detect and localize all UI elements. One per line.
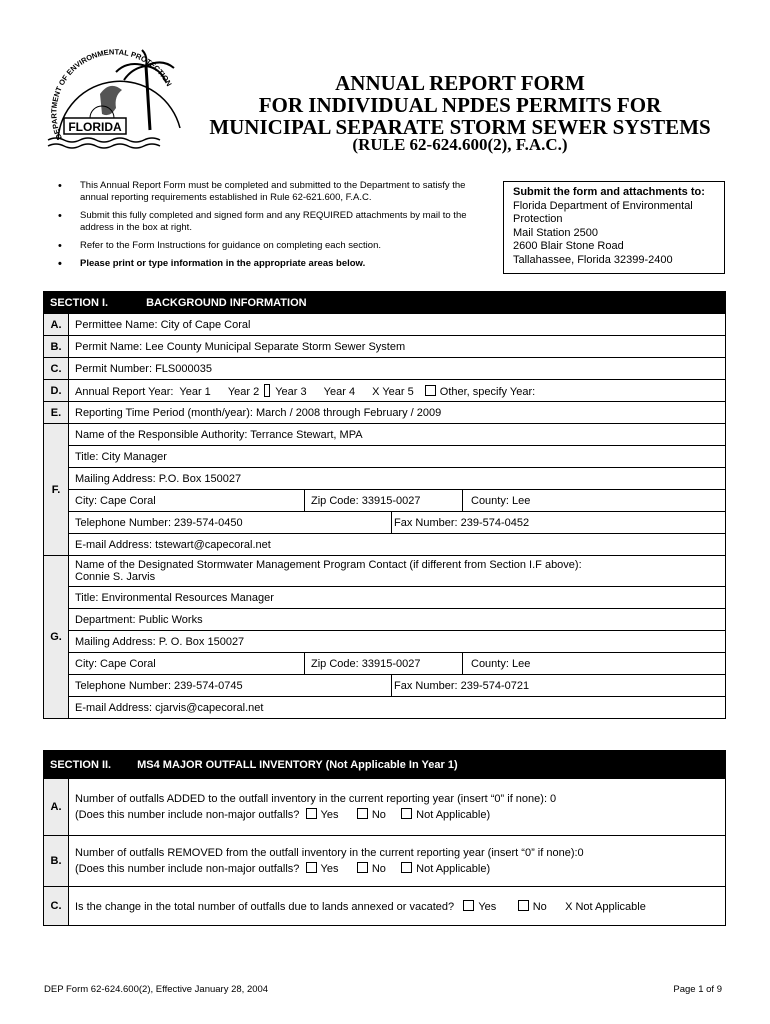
row-label-b: B.	[44, 336, 69, 358]
program-contact-department-field[interactable]: Department: Public Works	[69, 609, 726, 631]
outfalls-added-field[interactable]: Number of outfalls ADDED to the outfall inventory in the current reporting year (insert “0” if none): 0	[75, 793, 557, 805]
section-1-label: SECTION I.	[50, 296, 109, 309]
program-contact-name-field[interactable]	[69, 556, 726, 587]
annexed-vacated-question: Is the change in the total number of outfalls due to lands annexed or vacated?	[75, 900, 455, 913]
submit-line: Florida Department of Environmental	[513, 199, 693, 212]
submit-line: Mail Station 2500	[513, 226, 598, 239]
annexed-na-option[interactable]: X Not Applicable	[565, 900, 646, 913]
year-2-option[interactable]: Year 2	[227, 385, 260, 398]
removed-yes-checkbox[interactable]	[306, 862, 317, 873]
responsible-authority-name-field[interactable]: Name of the Responsible Authority: Terrance Stewart, MPA	[69, 424, 726, 446]
added-na-checkbox[interactable]	[401, 808, 412, 819]
submit-line: Protection	[513, 213, 563, 225]
program-contact-name-value: Connie S. Jarvis	[75, 571, 156, 583]
logo-florida-label: FLORIDA	[68, 120, 122, 134]
added-yes-label: Yes	[320, 809, 339, 821]
report-year-label: Annual Report Year:	[75, 385, 174, 398]
row-label-c: C.	[44, 358, 69, 380]
annexed-no-label: No	[532, 900, 547, 913]
permit-name-field[interactable]: Permit Name: Lee County Municipal Separate Storm Sewer System	[69, 336, 726, 358]
added-yes-checkbox[interactable]	[306, 808, 317, 819]
annexed-vacated-row	[69, 887, 726, 926]
responsible-authority-mailing-field[interactable]: Mailing Address: P.O. Box 150027	[69, 468, 726, 490]
removed-yes-label: Yes	[320, 863, 339, 875]
annexed-no-checkbox[interactable]	[518, 900, 529, 911]
program-contact-fax-field[interactable]: Fax Number: 239-574-0721	[394, 679, 530, 692]
footer-form-id: DEP Form 62-624.600(2), Effective January 28, 2004	[44, 984, 269, 995]
responsible-authority-zip-field[interactable]: Zip Code: 33915-0027	[305, 490, 463, 511]
section-1-table	[43, 291, 726, 719]
responsible-authority-city-row	[69, 490, 726, 512]
responsible-authority-fax-field[interactable]: Fax Number: 239-574-0452	[394, 516, 530, 529]
instruction-item: • Submit this fully completed and signed form and any REQUIRED attachments by mail to the address in the box at right.	[54, 210, 494, 234]
program-contact-phone-field[interactable]: Telephone Number: 239-574-0745	[69, 675, 392, 696]
removed-na-checkbox[interactable]	[401, 862, 412, 873]
form-title-line1: ANNUAL REPORT FORM	[335, 71, 585, 95]
row-label-e: E.	[44, 402, 69, 424]
added-na-label: Not Applicable)	[416, 809, 491, 821]
reporting-period-field[interactable]: Reporting Time Period (month/year): March / 2008 through February / 2009	[69, 402, 726, 424]
row-label-a: A.	[44, 314, 69, 336]
program-contact-phone-row	[69, 675, 726, 697]
row-label-g: G.	[44, 556, 69, 719]
other-year-checkbox[interactable]	[425, 385, 436, 396]
row-label-2b: B.	[44, 836, 69, 887]
responsible-authority-title-field[interactable]: Title: City Manager	[69, 446, 726, 468]
submit-heading: Submit the form and attachments to:	[513, 186, 705, 198]
annexed-yes-checkbox[interactable]	[463, 900, 474, 911]
added-no-label: No	[371, 809, 386, 821]
program-contact-city-row	[69, 653, 726, 675]
program-contact-zip-field[interactable]: Zip Code: 33915-0027	[305, 653, 463, 674]
program-contact-mailing-field[interactable]: Mailing Address: P. O. Box 150027	[69, 631, 726, 653]
other-year-label: Other, specify Year:	[439, 385, 536, 398]
program-contact-county-field[interactable]: County: Lee	[471, 657, 531, 670]
permit-number-field[interactable]: Permit Number: FLS000035	[69, 358, 726, 380]
program-contact-name-prompt: Name of the Designated Stormwater Management Program Contact (if different from Section I.F above):	[75, 559, 582, 571]
responsible-authority-phone-field[interactable]: Telephone Number: 239-574-0450	[69, 512, 392, 533]
instruction-item: • Refer to the Form Instructions for guidance on completing each section.	[54, 240, 494, 252]
annual-report-year-row	[69, 380, 726, 402]
removed-na-label: Not Applicable)	[416, 863, 491, 875]
program-contact-email-field[interactable]: E-mail Address: cjarvis@capecoral.net	[69, 697, 726, 719]
outfalls-removed-field[interactable]: Number of outfalls REMOVED from the outfall inventory in the current reporting year (insert “0” if none):0	[75, 847, 584, 859]
annexed-yes-label: Yes	[478, 900, 497, 913]
responsible-authority-county-field[interactable]: County: Lee	[471, 494, 531, 507]
outfalls-added-row	[69, 779, 726, 836]
instructions-list	[54, 180, 494, 276]
logo-arc-text: DEPARTMENT OF ENVIRONMENTAL PROTECTION	[49, 48, 174, 141]
section-2-table	[43, 750, 726, 926]
form-title-line2: FOR INDIVIDUAL NPDES PERMITS FOR	[258, 93, 662, 117]
outfalls-added-question: (Does this number include non-major outfalls?	[75, 809, 300, 821]
footer-page-number: Page 1 of 9	[673, 984, 722, 995]
permittee-name-field[interactable]: Permittee Name: City of Cape Coral	[69, 314, 726, 336]
responsible-authority-phone-row	[69, 512, 726, 534]
outfalls-removed-row	[69, 836, 726, 887]
row-label-f: F.	[44, 424, 69, 556]
row-label-2c: C.	[44, 887, 69, 926]
submit-address-box	[503, 181, 725, 274]
row-label-d: D.	[44, 380, 69, 402]
year-5-option[interactable]: X Year 5	[372, 385, 414, 398]
row-label-2a: A.	[44, 779, 69, 836]
section-2-header	[44, 751, 726, 779]
form-title-line3: MUNICIPAL SEPARATE STORM SEWER SYSTEMS	[209, 115, 711, 139]
section-2-title: MS4 MAJOR OUTFALL INVENTORY (Not Applicable In Year 1)	[137, 758, 458, 771]
year-4-option[interactable]: Year 4	[323, 385, 356, 398]
instruction-item: • This Annual Report Form must be completed and submitted to the Department to satisfy the annual reporting requirements established in Rule 62-621.600, F.A.C.	[54, 180, 494, 204]
form-rule-subtitle: (RULE 62-624.600(2), F.A.C.)	[352, 135, 568, 154]
submit-line: Tallahassee, Florida 32399-2400	[513, 253, 673, 266]
section-1-header	[44, 292, 726, 314]
program-contact-city-field[interactable]: City: Cape Coral	[69, 653, 305, 674]
added-no-checkbox[interactable]	[357, 808, 368, 819]
responsible-authority-city-field[interactable]: City: Cape Coral	[69, 490, 305, 511]
dep-florida-logo	[40, 48, 190, 158]
program-contact-title-field[interactable]: Title: Environmental Resources Manager	[69, 587, 726, 609]
year-1-option[interactable]: Year 1	[179, 385, 211, 398]
instruction-item: • Please print or type information in the appropriate areas below.	[54, 258, 494, 270]
section-2-label: SECTION II.	[50, 758, 112, 771]
year-2-checkbox[interactable]	[264, 384, 270, 397]
submit-line: 2600 Blair Stone Road	[513, 240, 624, 252]
section-1-title: BACKGROUND INFORMATION	[146, 296, 307, 309]
outfalls-removed-question: (Does this number include non-major outfalls?	[75, 863, 300, 875]
removed-no-label: No	[371, 863, 386, 875]
removed-no-checkbox[interactable]	[357, 862, 368, 873]
responsible-authority-email-field[interactable]: E-mail Address: tstewart@capecoral.net	[69, 534, 726, 556]
year-3-option[interactable]: Year 3	[275, 385, 307, 398]
